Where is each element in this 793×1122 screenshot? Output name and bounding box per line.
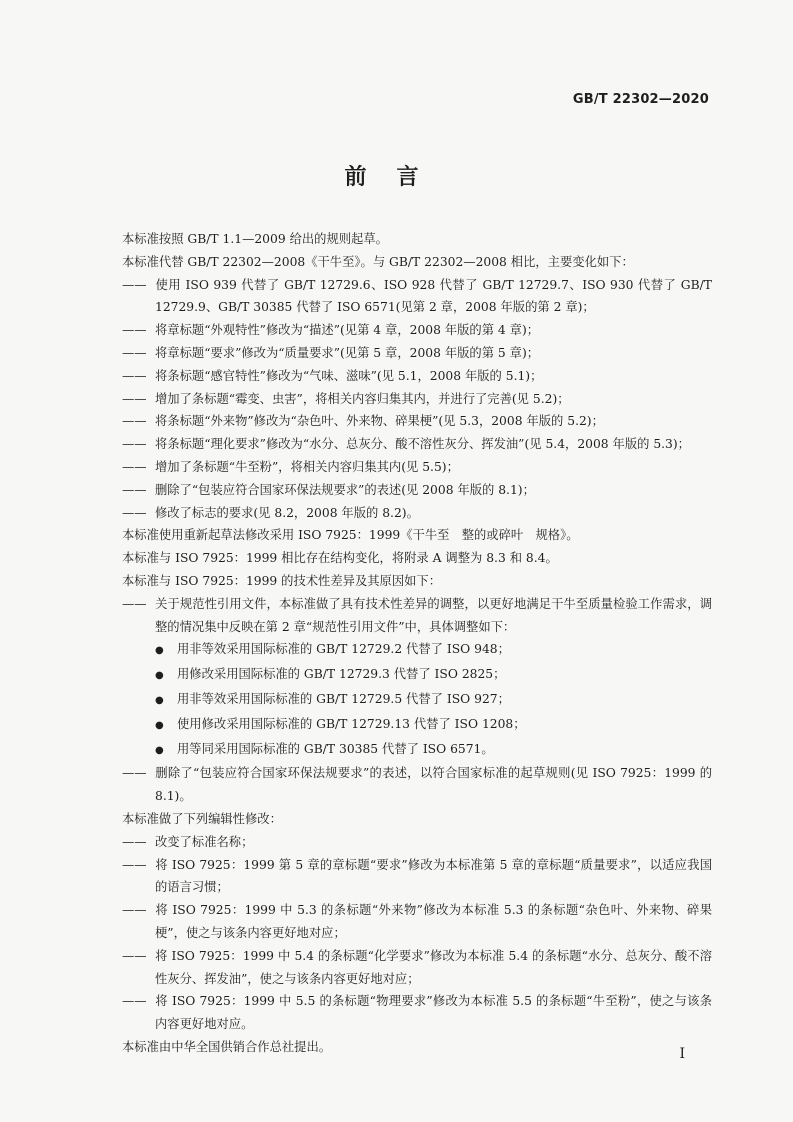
bullet-item-text: 用非等效采用国际标准的 GB/T 12729.5 代替了 ISO 927； — [177, 691, 510, 706]
paragraph: 本标准由中华全国供销合作总社提出。 — [122, 1039, 332, 1054]
dash-list-item — [122, 854, 712, 900]
standard-code-header: GB/T 22302—2020 — [572, 92, 709, 107]
dash-list-item — [122, 831, 712, 854]
dash-list-item — [122, 365, 712, 388]
dash-item-text: 将条标题“外来物”修改为“杂色叶、外来物、碎果梗”(见 5.3，2008 年版的 5.2)； — [155, 414, 604, 429]
dash-marker: —— — [122, 903, 147, 918]
dash-item-text: 将 ISO 7925：1999 中 5.5 的条标题“物理要求”修改为本标准 5.5 的条标题“牛至粉”，使之与该条内容更好地对应。 — [155, 994, 712, 1032]
dash-marker: —— — [122, 368, 147, 383]
paragraph: 本标准按照 GB/T 1.1—2009 给出的规则起草。 — [122, 232, 388, 246]
dash-marker: —— — [122, 391, 147, 406]
page-title: 前言 — [344, 165, 449, 190]
dash-list-item — [122, 388, 712, 411]
dash-marker: —— — [122, 459, 147, 474]
dash-list-item — [122, 502, 712, 525]
bullet-list-item — [122, 713, 712, 738]
dash-marker: —— — [122, 437, 147, 452]
bullet-list-item — [122, 663, 712, 688]
bullet-item-text: 用修改采用国际标准的 GB/T 12729.3 代替了 ISO 2825； — [177, 667, 506, 682]
dash-item-text: 将 ISO 7925：1999 中 5.4 的条标题“化学要求”修改为本标准 5.4 的条标题“水分、总灰分、酸不溶性灰分、挥发油”，使之与该条内容更好地对应； — [155, 948, 712, 986]
dash-list-item — [122, 945, 712, 991]
foreword-body — [122, 228, 712, 1059]
dash-list-item — [122, 274, 712, 320]
dash-list-item — [122, 319, 712, 342]
dash-item-text: 增加了条标题“牛至粉”，将相关内容归集其内(见 5.5)； — [155, 459, 459, 474]
dash-item-text: 将 ISO 7925：1999 第 5 章的章标题“要求”修改为本标准第 5 章的章标题“质量要求”，以适应我国的语言习惯； — [155, 857, 712, 895]
dash-marker: —— — [122, 834, 147, 849]
dash-list-item — [122, 762, 712, 808]
dash-marker: —— — [122, 596, 147, 611]
bullet-item-text: 用等同采用国际标准的 GB/T 30385 代替了 ISO 6571。 — [177, 741, 494, 756]
dash-item-text: 将 ISO 7925：1999 中 5.3 的条标题“外来物”修改为本标准 5.3 的条标题“杂色叶、外来物、碎果梗”，使之与该条内容更好地对应； — [155, 903, 712, 940]
dash-marker: —— — [122, 948, 147, 963]
dash-item-text: 修改了标志的要求(见 8.2，2008 年版的 8.2)。 — [155, 505, 419, 520]
dash-list-item — [122, 899, 712, 945]
dash-list-item — [122, 593, 712, 639]
dash-marker: —— — [122, 345, 147, 360]
bullet-icon: ● — [155, 645, 164, 657]
bullet-icon: ● — [155, 694, 164, 706]
bullet-icon: ● — [155, 744, 164, 756]
page-number: I — [679, 1046, 685, 1062]
bullet-item-text: 使用修改采用国际标准的 GB/T 12729.13 代替了 ISO 1208； — [177, 716, 526, 731]
paragraph: 本标准代替 GB/T 22302—2008《干牛至》。与 GB/T 22302—2008 相比，主要变化如下： — [122, 254, 634, 269]
dash-list-item — [122, 410, 712, 433]
bullet-list-item — [122, 638, 712, 663]
dash-list-item — [122, 456, 712, 479]
dash-item-text: 关于规范性引用文件，本标准做了具有技术性差异的调整，以更好地满足干牛至质量检验工作需求，调整的情况集中反映在第 2 章“规范性引用文件”中，具体调整如下： — [155, 596, 712, 634]
bullet-item-text: 用非等效采用国际标准的 GB/T 12729.2 代替了 ISO 948； — [177, 642, 510, 657]
dash-marker: —— — [122, 766, 147, 781]
dash-marker: —— — [122, 414, 147, 429]
dash-marker: —— — [122, 277, 147, 292]
dash-item-text: 删除了“包装应符合国家环保法规要求”的表述(见 2008 年版的 8.1)； — [155, 482, 535, 497]
dash-marker: —— — [122, 505, 147, 520]
dash-item-text: 将章标题“外观特性”修改为“描述”(见第 4 章，2008 年版的第 4 章)； — [155, 323, 540, 338]
dash-list-item — [122, 990, 712, 1036]
dash-list-item — [122, 342, 712, 365]
dash-item-text: 将条标题“理化要求”修改为“水分、总灰分、酸不溶性灰分、挥发油”(见 5.4，2008 年版的 5.3)； — [155, 437, 690, 452]
dash-marker: —— — [122, 857, 147, 872]
bullet-icon: ● — [155, 719, 164, 731]
dash-item-text: 将章标题“要求”修改为“质量要求”(见第 5 章，2008 年版的第 5 章)； — [155, 345, 540, 360]
dash-item-text: 增加了条标题“霉变、虫害”，将相关内容归集其内，并进行了完善(见 5.2)； — [155, 391, 570, 406]
dash-item-text: 删除了“包装应符合国家环保法规要求”的表述，以符合国家标准的起草规则(见 ISO 7925：1999 的 8.1)。 — [155, 766, 712, 804]
paragraph: 本标准使用重新起草法修改采用 ISO 7925：1999《干牛至 整的或碎叶 规格》。 — [122, 528, 579, 543]
bullet-list-item — [122, 738, 712, 763]
paragraph: 本标准与 ISO 7925：1999 的技术性差异及其原因如下： — [122, 573, 442, 588]
dash-marker: —— — [122, 323, 147, 338]
dash-marker: —— — [122, 482, 147, 497]
bullet-list-item — [122, 688, 712, 713]
dash-item-text: 使用 ISO 939 代替了 GB/T 12729.6、ISO 928 代替了 GB/T 12729.7、ISO 930 代替了 GB/T 12729.9、GB/T 30385 代替了 ISO 6571(见第 2 章，2008 年版的第 2 章)； — [155, 277, 712, 315]
dash-item-text: 将条标题“感官特性”修改为“气味、滋味”(见 5.1，2008 年版的 5.1)； — [155, 368, 543, 383]
paragraph: 本标准做了下列编辑性修改： — [122, 811, 282, 826]
dash-list-item — [122, 433, 712, 456]
bullet-icon: ● — [155, 670, 164, 682]
paragraph: 本标准与 ISO 7925：1999 相比存在结构变化，将附录 A 调整为 8.3 和 8.4。 — [122, 551, 558, 566]
dash-list-item — [122, 479, 712, 502]
dash-item-text: 改变了标准名称； — [155, 834, 254, 849]
dash-marker: —— — [122, 994, 147, 1009]
